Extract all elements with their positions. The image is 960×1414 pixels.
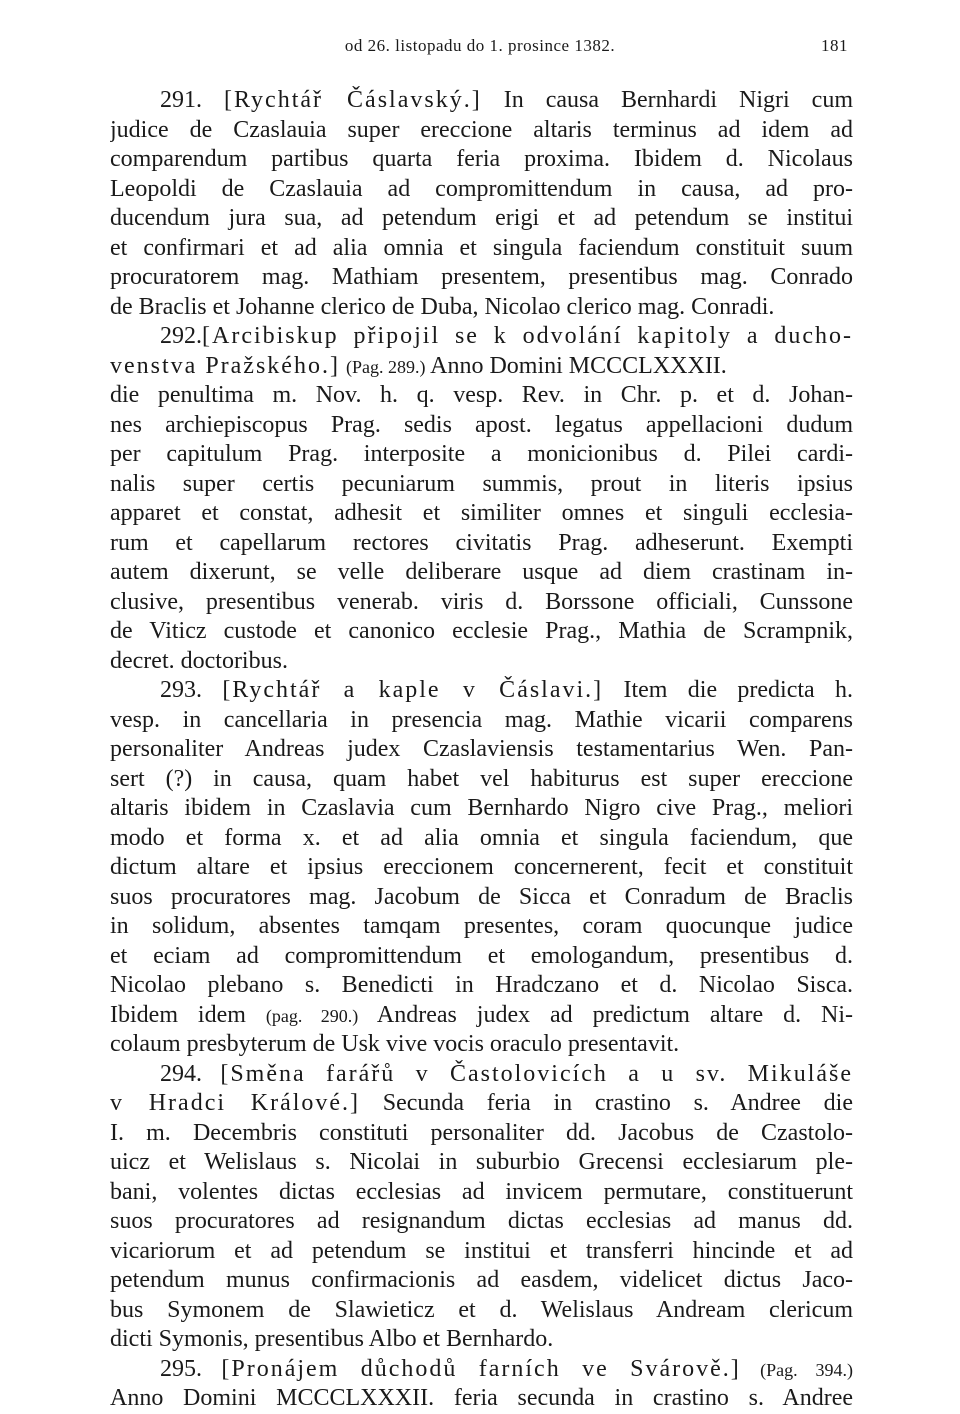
entry-heading: v Hradci Králové.] [110,1090,361,1116]
text-line [110,352,853,382]
entry-heading: [Pronájem důchodů farních ve Svárově.] [221,1355,741,1382]
text-line [110,1355,853,1385]
text-segment: rum et capellarum rectores civitatis Prag. adheserunt. Exempti [110,529,853,556]
text-line [110,676,853,706]
text-segment: vesp. in cancellaria in presencia mag. Mathie vicarii comparens [110,706,853,733]
text-line [110,1148,853,1178]
text-segment: autem dixerunt, se velle deliberare usque ad diem crastinam in- [110,559,853,585]
text-segment: et confirmari et ad alia omnia et singula faciendum constituit suum [110,234,853,261]
text-line [110,1296,853,1326]
text-segment: Anno Domini MCCCLXXXII. feria secunda in crastino s. Andree [110,1385,853,1411]
text-line [110,470,853,500]
text-segment: petendum munus confirmacionis ad easdem, videlicet dictus Jaco- [110,1267,853,1293]
text-line [110,942,853,972]
text-segment: de Viticz custode et canonico ecclesie Prag., Mathia de Scrampnik, [110,618,853,644]
text-line [110,853,853,883]
text-segment: In causa Bernhardi Nigri cum [481,87,853,113]
text-line [110,1266,853,1296]
text-segment: suos procuratores ad resignandum dictas ecclesias ad manus dd. [110,1208,853,1234]
text-segment: uicz et Welislaus s. Nicolai in suburbio Grecensi ecclesiarum ple- [110,1149,853,1175]
entry-heading: venstva Pražského.] [110,352,340,379]
entry-heading: [Rychtář a kaple v Čáslavi.] [222,677,604,703]
text-line [110,440,853,470]
text-line [110,1089,853,1119]
text-segment: ducendum jura sua, ad petendum erigi et ad petendum se institui [110,205,853,231]
text-line [110,765,853,795]
text-line [110,86,853,116]
text-line [110,234,853,264]
page-header [0,36,960,62]
text-line [110,1207,853,1237]
text-line [110,1325,853,1355]
text-line [110,175,853,205]
text-segment: Andreas judex ad predictum altare d. Ni- [358,1001,853,1028]
text-line [110,735,853,765]
text-line [110,706,853,736]
text-line [110,883,853,913]
text-segment: Leopoldi de Czaslauia ad compromittendum in causa, ad pro- [110,175,853,202]
running-title: od 26. listopadu do 1. prosince 1382. [344,36,616,55]
text-segment: in solidum, absentes tamqam presentes, coram quocunque judice [110,913,853,939]
text-line [110,588,853,618]
text-line [110,617,853,647]
text-segment: 295. [160,1355,222,1382]
entry-heading: [Směna farářů v Častolovicích a u sv. Mikuláše [220,1060,853,1087]
text-line [110,912,853,942]
page-number: 181 [821,36,848,55]
text-segment: Secunda feria in crastino s. Andree die [360,1090,853,1116]
page-reference: (pag. 290.) [265,1005,359,1026]
text-segment: 293. [160,677,223,703]
text-line [110,145,853,175]
page-reference: (Pag. 394.) [760,1359,853,1380]
text-segment [741,1356,760,1382]
text-segment: Nicolao plebano s. Benedicti in Hradczano et d. Nicolao Sisca. [110,972,853,998]
text-line [110,794,853,824]
text-segment: vicariorum et ad petendum se institui et transferri hincinde et ad [110,1237,853,1264]
text-line [110,558,853,588]
text-segment: 294. [160,1060,221,1087]
text-line [110,293,853,323]
page-reference: (Pag. 289.) [345,356,426,377]
text-segment: dicti Symonis, presentibus Albo et Bernhardo. [110,1326,554,1352]
text-segment: 292. [160,323,202,349]
text-segment: die penultima m. Nov. h. q. vesp. Rev. in Chr. p. et d. Johan- [110,382,853,408]
text-line [110,1384,853,1414]
text-segment: bus Symonem de Slawieticz et d. Welislaus Andream clericum [110,1296,853,1323]
text-segment: Ibidem idem [110,1001,266,1028]
text-segment: suos procuratores mag. Jacobum de Sicca et Conradum de Braclis [110,883,853,910]
text-segment: personaliter Andreas judex Czaslaviensis testamentarius Wen. Pan- [110,736,853,762]
entry-heading: [Rychtář Čáslavský.] [224,87,482,113]
text-line [110,381,853,411]
text-line [110,824,853,854]
text-segment: modo et forma x. et ad alia omnia et singula faciendum, que [110,824,853,851]
text-line [110,1178,853,1208]
text-line [110,1001,853,1031]
text-line [110,647,853,677]
text-segment: sert (?) in causa, quam habet vel habiturus est super ereccione [110,765,853,792]
text-line [110,971,853,1001]
text-line [110,322,853,352]
text-segment: apparet et constat, adhesit et similiter omnes et singuli ecclesia- [110,500,853,526]
text-line [110,1119,853,1149]
entry-heading: [Arcibiskup připojil se k odvolání kapitoly a ducho- [202,323,853,349]
text-segment: colaum presbyterum de Usk vive vocis oraculo presentavit. [110,1031,680,1057]
text-segment: Item die predicta h. [603,677,853,703]
text-segment: judice de Czaslauia super ereccione altaris terminus ad idem ad [110,116,853,143]
text-segment: nes archiepiscopus Prag. sedis apost. legatus appellacioni dudum [110,411,853,438]
text-line [110,529,853,559]
text-line [110,1060,853,1090]
text-line [110,1237,853,1267]
text-segment: I. m. Decembris constituti personaliter dd. Jacobus de Czastolo- [110,1119,853,1146]
text-segment: de Braclis et Johanne clerico de Duba, Nicolao clerico mag. Conradi. [110,293,775,320]
text-segment: Anno Domini MCCCLXXXII. [425,352,727,379]
text-line [110,411,853,441]
text-segment: dictum altare et ipsius ereccionem concernerent, fecit et constituit [110,854,853,880]
text-segment: 291. [160,87,225,113]
text-segment: decret. doctoribus. [110,647,288,674]
body-text [110,86,853,1414]
text-line [110,499,853,529]
text-segment: procuratorem mag. Mathiam presentem, presentibus mag. Conrado [110,264,853,290]
text-segment: clusive, presentibus venerab. viris d. Borssone officiali, Cunssone [110,588,853,615]
text-segment: per capitulum Prag. interposite a monicionibus d. Pilei cardi- [110,441,853,467]
text-segment: bani, volentes dictas ecclesias ad invicem permutare, constituerunt [110,1178,853,1205]
text-line [110,204,853,234]
text-segment: altaris ibidem in Czaslavia cum Bernhardo Nigro cive Prag., meliori [110,795,853,821]
text-line [110,1030,853,1060]
text-line [110,116,853,146]
text-line [110,263,853,293]
text-segment: comparendum partibus quarta feria proxima. Ibidem d. Nicolaus [110,146,853,172]
text-segment: nalis super certis pecuniarum summis, prout in literis ipsius [110,470,853,497]
text-segment: et eciam ad compromittendum et emologandum, presentibus d. [110,942,853,969]
